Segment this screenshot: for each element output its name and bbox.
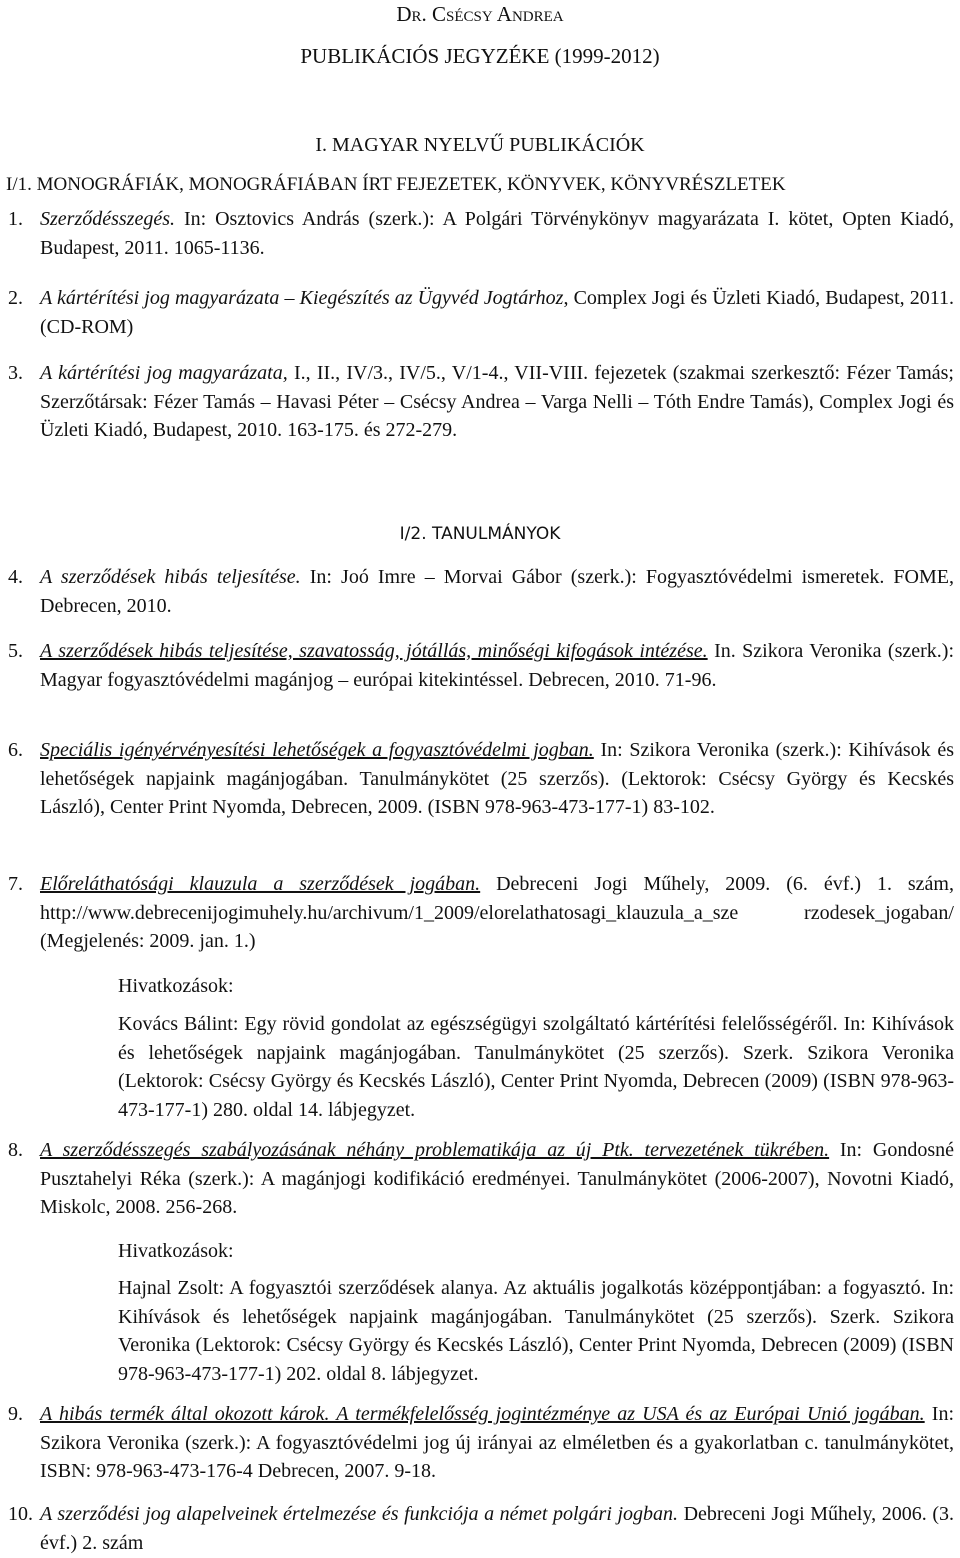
- entry-title: A szerződések hibás teljesítése, szavatosság, jótállás, minőségi kifogások intézése.: [40, 640, 708, 662]
- entry-number: 3.: [8, 362, 23, 384]
- list-item: [8, 359, 954, 445]
- entry-number: 1.: [8, 208, 23, 230]
- entry-title: Szerződésszegés.: [40, 208, 175, 230]
- entry-number: 4.: [8, 566, 23, 588]
- entry-details: In: Joó Imre – Morvai Gábor (szerk.): Fogyasztóvédelmi ismeretek. FOME, Debrecen, 2010.: [40, 566, 954, 617]
- entry-details: Debreceni Jogi Műhely, 2009. (6. évf.) 1. szám, http://www.debrecenijogimuhely.hu/archivum/1_2009/elorelathatosagi_klauzula_a_sze rzodesek_jogaban/ (Megjelenés: 2009. jan. 1.): [40, 873, 954, 952]
- citation-text: Kovács Bálint: Egy rövid gondolat az egészségügyi szolgáltató kártérítési felelősségéről. In: Kihívások és lehetőségek napjaink magánjogában. Tanulmánykötet (25 szerzős). Szerk. Szikora Veronika (Lektorok: Csécsy György és Kecskés László), Center Print Nyomda, Debrecen (2009) (ISBN 978-963-473-177-1) 280. oldal 14. lábjegyzet.: [118, 1013, 954, 1121]
- entry-title: A hibás termék által okozott károk. A termékfelelősség jogintézménye az USA és az Európai Unió jogában.: [40, 1403, 925, 1425]
- entry-title: Előreláthatósági klauzula a szerződések jogában.: [40, 873, 481, 895]
- list-item: [8, 1400, 954, 1486]
- entry-details: In. Szikora Veronika (szerk.): Magyar fogyasztóvédelmi magánjog – európai kitekintéssel. Debrecen, 2010. 71-96.: [40, 640, 955, 691]
- list-item: [8, 870, 954, 956]
- entry-number: 7.: [8, 873, 23, 895]
- entry-number: 9.: [8, 1403, 23, 1425]
- entry-details: Debreceni Jogi Műhely, 2006. (3. évf.) 2. szám: [40, 1503, 954, 1554]
- citations-label: Hivatkozások:: [118, 975, 234, 997]
- list-item: [8, 736, 954, 822]
- entry-details: , Complex Jogi és Üzleti Kiadó, Budapest, 2011. (CD-ROM): [40, 287, 954, 338]
- entry-title: A kártérítési jog magyarázata – Kiegészítés az Ügyvéd Jogtárhoz: [40, 287, 564, 309]
- list-item: [8, 1500, 954, 1557]
- entry-title: A kártérítési jog magyarázata,: [40, 362, 288, 384]
- entry-details: In: Gondosné Pusztahelyi Réka (szerk.): A magánjogi kodifikáció eredményei. Tanulmánykötet (2006-2007), Novotni Kiadó, Miskolc, 2008. 256-268.: [40, 1139, 954, 1218]
- list-item: [8, 205, 954, 262]
- entry-title: Speciális igényérvényesítési lehetőségek a fogyasztóvédelmi jogban.: [40, 739, 594, 761]
- list-item: [8, 563, 954, 620]
- entry-number: 8.: [8, 1139, 23, 1161]
- list-item: [8, 284, 954, 341]
- section-title-hungarian: I. MAGYAR NYELVŰ PUBLIKÁCIÓK: [315, 134, 645, 156]
- entry-details: I., II., IV/3., IV/5., V/1-4., VII-VIII. fejezetek (szakmai szerkesztő: Fézer Tamás; Szerzőtársak: Fézer Tamás – Havasi Péter – Csécsy Andrea – Varga Nelli – Tóth Endre Tamás), Complex Jogi és Üzleti Kiadó, Budapest, 2010. 163-175. és 272-279.: [40, 362, 954, 441]
- entry-number: 5.: [8, 640, 23, 662]
- entry-title: A szerződések hibás teljesítése.: [40, 566, 301, 588]
- list-item: [8, 637, 954, 694]
- entry-number: 2.: [8, 287, 23, 309]
- subsection-title-monographs: I/1. MONOGRÁFIÁK, MONOGRÁFIÁBAN ÍRT FEJEZETEK, KÖNYVEK, KÖNYVRÉSZLETEK: [6, 174, 786, 195]
- subsection-title-studies: I/2. TANULMÁNYOK: [399, 524, 561, 544]
- citations-label: Hivatkozások:: [118, 1240, 234, 1262]
- entry-number: 10.: [8, 1503, 33, 1525]
- list-title: PUBLIKÁCIÓS JEGYZÉKE (1999-2012): [300, 44, 660, 68]
- entry-number: 6.: [8, 739, 23, 761]
- citation-text: Hajnal Zsolt: A fogyasztói szerződések alanya. Az aktuális jogalkotás középpontjában: a fogyasztó. In: Kihívások és lehetőségek napjaink magánjogában. Tanulmánykötet (25 szerzős). Szerk. Szikora Veronika (Lektorok: Csécsy György és Kecskés László), Center Print Nyomda, Debrecen (2009) (ISBN 978-963-473-177-1) 202. oldal 8. lábjegyzet.: [118, 1277, 954, 1385]
- entry-title: A szerződésszegés szabályozásának néhány problematikája az új Ptk. tervezetének tükrében.: [40, 1139, 830, 1161]
- author-name: Dr. Csécsy Andrea: [396, 2, 564, 26]
- entry-title: A szerződési jog alapelveinek értelmezése és funkciója a német polgári jogban.: [40, 1503, 679, 1525]
- entry-details: In: Osztovics András (szerk.): A Polgári Törvénykönyv magyarázata I. kötet, Opten Kiadó, Budapest, 2011. 1065-1136.: [40, 208, 954, 259]
- entry-details: In: Szikora Veronika (szerk.): A fogyasztóvédelmi jog új irányai az elméletben és a gyakorlatban c. tanulmánykötet, ISBN: 978-963-473-176-4 Debrecen, 2007. 9-18.: [40, 1403, 955, 1482]
- entry-details: In: Szikora Veronika (szerk.): Kihívások és lehetőségek napjaink magánjogában. Tanulmánykötet (25 szerzős). (Lektorok: Csécsy György és Kecskés László), Center Print Nyomda, Debrecen, 2009. (ISBN 978-963-473-177-1) 83-102.: [40, 739, 954, 818]
- list-item: [8, 1136, 954, 1222]
